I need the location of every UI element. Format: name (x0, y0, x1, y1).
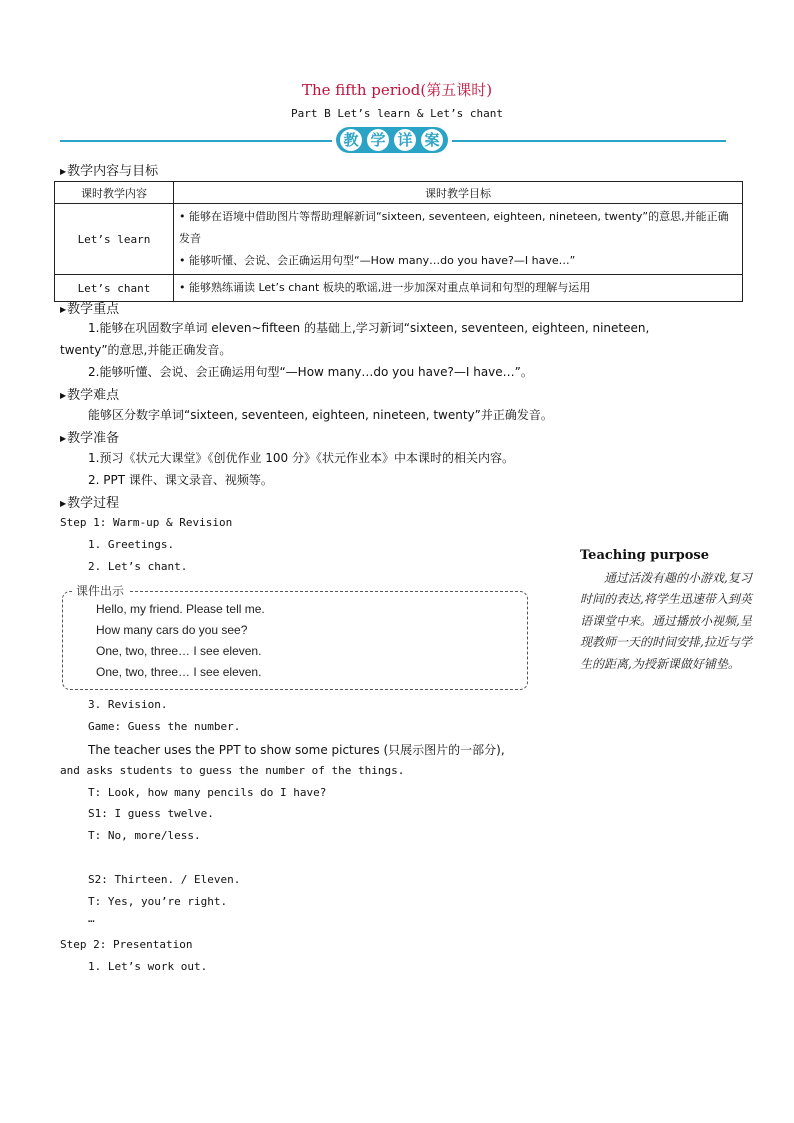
process-line: 1. Greetings. (88, 538, 175, 551)
table-cell-content: Let’s learn (55, 204, 174, 275)
badge-char: 教 (340, 129, 362, 151)
step-heading: Step 2: Presentation (60, 938, 193, 951)
table-header-cell: 课时教学目标 (174, 182, 743, 204)
section-heading-key-points: ▶教学重点 (60, 302, 120, 317)
table-cell-content: Let’s chant (55, 275, 174, 302)
process-line: Game: Guess the number. (88, 720, 241, 733)
triangle-bullet-icon: ▶ (60, 391, 67, 400)
goals-table (54, 181, 743, 302)
badge-char: 详 (394, 129, 416, 151)
teaching-purpose-text: 通过活泼有趣的小游戏,复习时间的表达,将学生迅速带入到英语课堂中来。通过播放小视频,呈现教师一天的时间安排,拉近与学生的距离,为授新课做好铺垫。 (580, 571, 752, 671)
slide-text-line: One, two, three… I see eleven. (96, 665, 262, 679)
triangle-bullet-icon: ▶ (60, 499, 67, 508)
dialogue-line: T: Look, how many pencils do I have? (88, 786, 327, 799)
courseware-slide-label: 课件出示 (72, 582, 128, 599)
section-badge (336, 127, 448, 153)
process-line: The teacher uses the PPT to show some pictures (只展示图片的一部分), (88, 743, 505, 757)
process-line: 1. Let’s work out. (88, 960, 208, 973)
key-point-text: twenty”的意思,并能正确发音。 (60, 343, 232, 357)
slide-text-line: Hello, my friend. Please tell me. (96, 602, 265, 616)
goal-item: • 能够在语境中借助图片等帮助理解新词“sixteen, seventeen, eighteen, nineteen, twenty”的意思,并能正确发音 (179, 210, 729, 245)
dialogue-line: S2: Thirteen. / Eleven. (88, 873, 241, 886)
section-heading-difficulties: ▶教学难点 (60, 388, 120, 403)
triangle-bullet-icon: ▶ (60, 167, 67, 176)
badge-char: 学 (367, 129, 389, 151)
process-line: 3. Revision. (88, 698, 168, 711)
dialogue-line: T: No, more/less. (88, 829, 201, 842)
slide-text-line: How many cars do you see? (96, 623, 248, 637)
process-line: 2. Let’s chant. (88, 560, 188, 573)
header-rule-right (452, 140, 726, 142)
step-heading: Step 1: Warm-up & Revision (60, 516, 233, 529)
table-row (55, 275, 743, 302)
teaching-purpose-heading: Teaching purpose (580, 548, 709, 563)
badge-char: 案 (421, 129, 443, 151)
dialogue-line: … (88, 912, 95, 925)
triangle-bullet-icon: ▶ (60, 305, 67, 314)
table-cell-goals (174, 275, 743, 302)
goal-item: • 能够熟练诵读 Let’s chant 板块的歌谣,进一步加深对重点单词和句型的理解与运用 (179, 281, 591, 294)
header-rule-left (60, 140, 332, 142)
table-cell-goals (174, 204, 743, 275)
dialogue-line: T: Yes, you’re right. (88, 895, 228, 908)
process-line: and asks students to guess the number of the things. (60, 764, 405, 777)
page-title: The fifth period(第五课时) (301, 81, 493, 99)
triangle-bullet-icon: ▶ (60, 434, 67, 443)
goal-item: • 能够听懂、会说、会正确运用句型“—How many…do you have?—I have…” (179, 254, 576, 267)
dialogue-line: S1: I guess twelve. (88, 807, 214, 820)
difficulty-text: 能够区分数字单词“sixteen, seventeen, eighteen, nineteen, twenty”并正确发音。 (88, 408, 553, 422)
page-subtitle: Part B Let’s learn & Let’s chant (291, 107, 503, 120)
section-heading-preparation: ▶教学准备 (60, 431, 120, 446)
key-point-text: 1.能够在巩固数字单词 eleven~fifteen 的基础上,学习新词“sixteen, seventeen, eighteen, nineteen, (88, 321, 650, 335)
preparation-item: 2. PPT 课件、课文录音、视频等。 (88, 473, 273, 487)
slide-text-line: One, two, three… I see eleven. (96, 644, 262, 658)
key-point-text: 2.能够听懂、会说、会正确运用句型“—How many…do you have?—I have…”。 (88, 365, 533, 379)
preparation-item: 1.预习《状元大课堂》《创优作业 100 分》《状元作业本》中本课时的相关内容。 (88, 451, 514, 465)
table-header-cell: 课时教学内容 (55, 182, 174, 204)
table-row (55, 204, 743, 275)
table-header-row (55, 182, 743, 204)
section-heading-process: ▶教学过程 (60, 496, 120, 511)
section-heading-content-goals: ▶教学内容与目标 (60, 164, 159, 179)
